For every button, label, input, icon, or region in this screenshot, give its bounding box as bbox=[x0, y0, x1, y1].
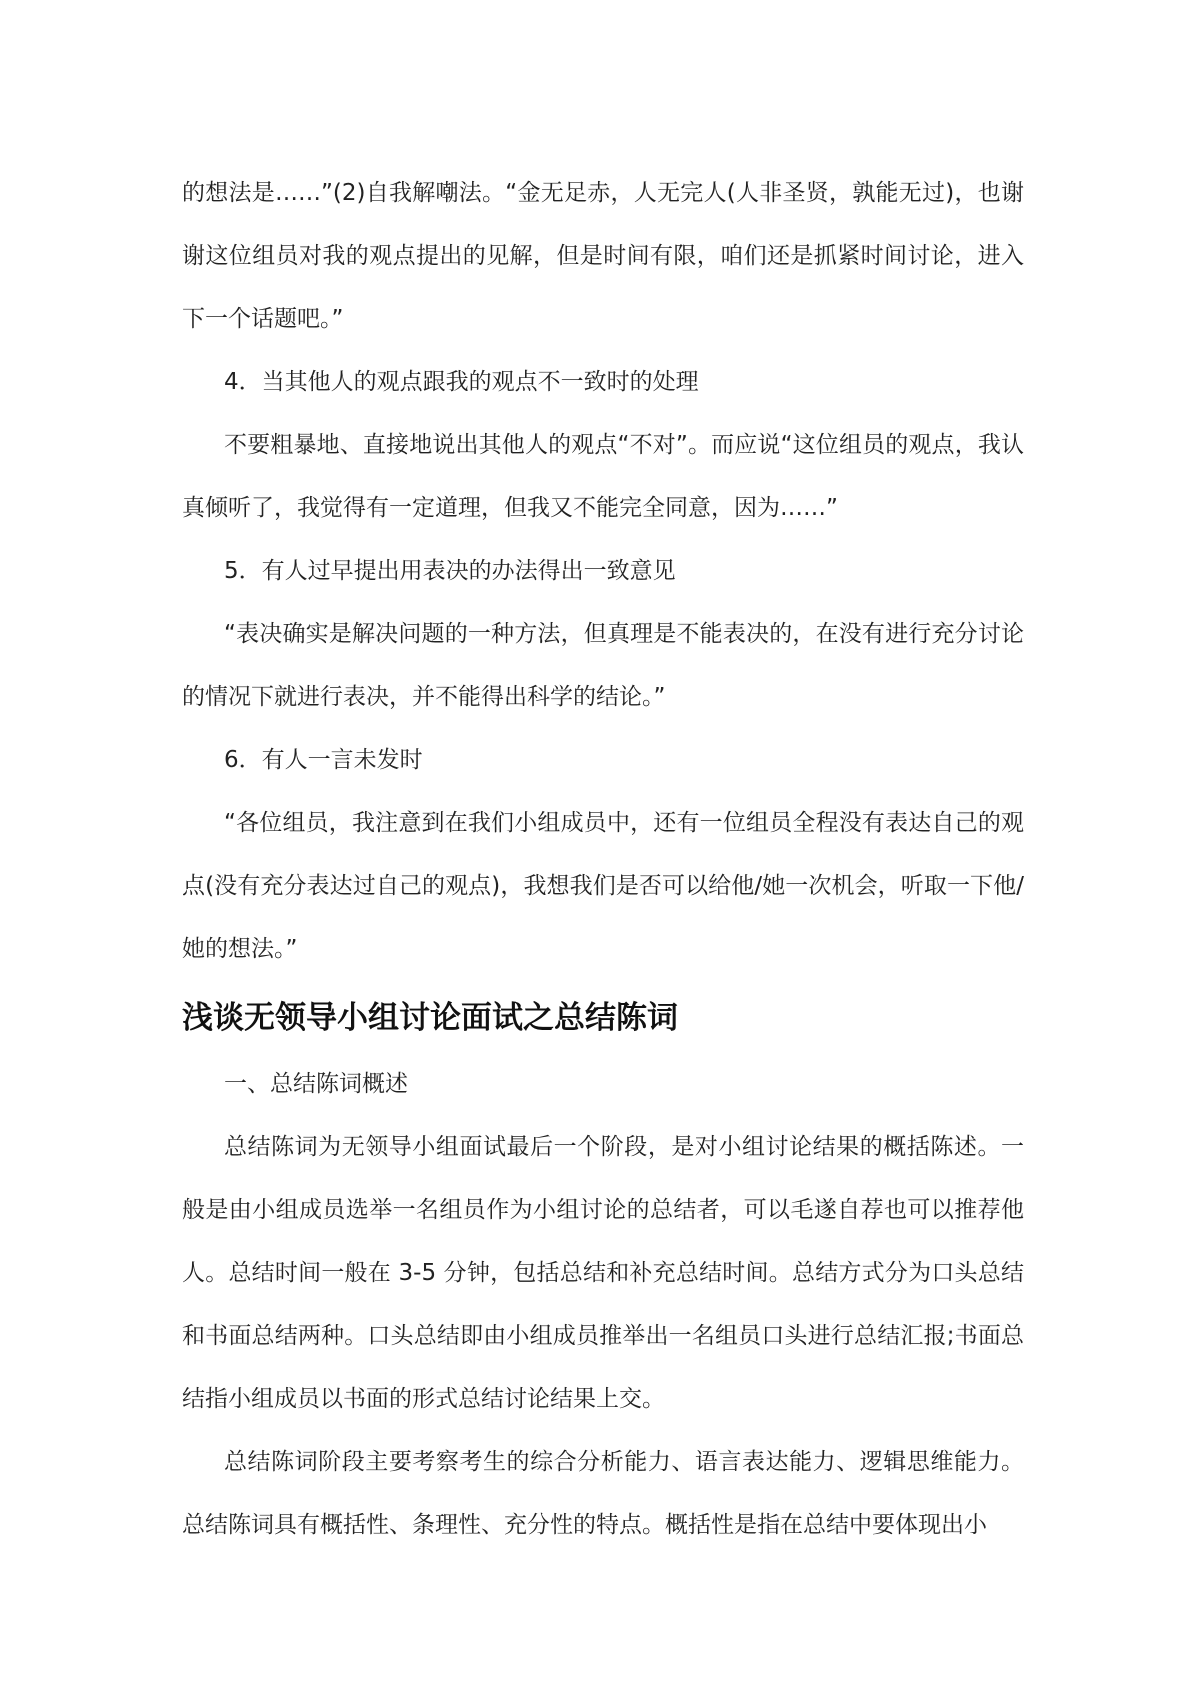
paragraph-disagreement: 不要粗暴地、直接地说出其他人的观点“不对”。而应说“这位组员的观点，我认真倾听了，我觉得有一定道理，但我又不能完全同意，因为……” bbox=[182, 432, 1024, 521]
section-heading: 浅谈无领导小组讨论面试之总结陈词 bbox=[182, 1000, 678, 1036]
item-5-title: 5．有人过早提出用表决的办法得出一致意见 bbox=[224, 558, 676, 584]
item-6-title: 6．有人一言未发时 bbox=[224, 747, 423, 773]
paragraph-early-vote: “表决确实是解决问题的一种方法，但真理是不能表决的，在没有进行充分讨论的情况下就进行表决，并不能得出科学的结论。” bbox=[182, 621, 1024, 710]
document-body bbox=[182, 162, 1024, 1557]
paragraph-self-mockery: 的想法是……”(2)自我解嘲法。“金无足赤，人无完人(人非圣贤，孰能无过)，也谢谢这位组员对我的观点提出的见解，但是时间有限，咱们还是抓紧时间讨论，进入下一个话题吧。” bbox=[182, 180, 1024, 332]
paragraph-assessment: 总结陈词阶段主要考察考生的综合分析能力、语言表达能力、逻辑思维能力。总结陈词具有概括性、条理性、充分性的特点。概括性是指在总结中要体现出小 bbox=[182, 1449, 1024, 1538]
subsection-title: 一、总结陈词概述 bbox=[224, 1071, 408, 1097]
item-4-title: 4．当其他人的观点跟我的观点不一致时的处理 bbox=[224, 369, 699, 395]
paragraph-silent-member: “各位组员，我注意到在我们小组成员中，还有一位组员全程没有表达自己的观点(没有充分表达过自己的观点)，我想我们是否可以给他/她一次机会，听取一下他/她的想法。” bbox=[182, 810, 1024, 962]
paragraph-overview: 总结陈词为无领导小组面试最后一个阶段，是对小组讨论结果的概括陈述。一般是由小组成员选举一名组员作为小组讨论的总结者，可以毛遂自荐也可以推荐他人。总结时间一般在 3-5 分钟，包括总结和补充总结时间。总结方式分为口头总结和书面总结两种。口头总结即由小组成员推举出一名组员口头进行总结汇报;书面总结指小组成员以书面的形式总结讨论结果上交。 bbox=[182, 1134, 1024, 1412]
